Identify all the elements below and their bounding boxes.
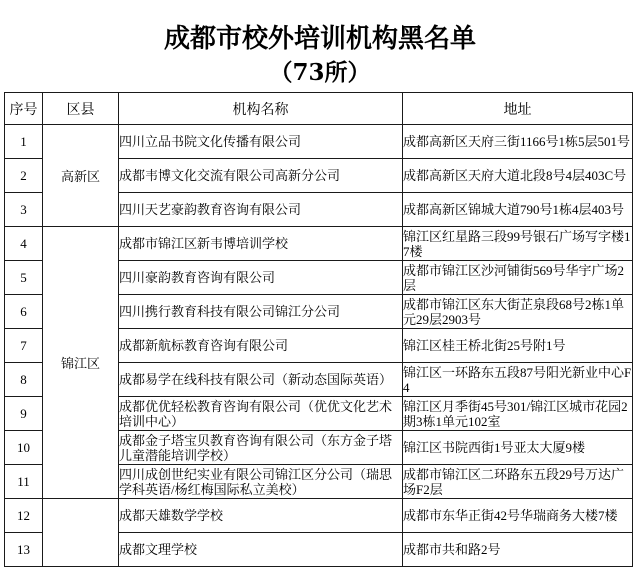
address-text: 成都高新区天府三街1166号1栋5层501号: [403, 134, 631, 149]
address-text: 成都市锦江区沙河铺街569号华宇广场2层: [403, 262, 625, 293]
org-name-text: 成都韦博文化交流有限公司高新分公司: [119, 168, 341, 183]
org-name-text: 成都易学在线科技有限公司（新动态国际英语）: [119, 372, 393, 387]
blacklist-table: [4, 92, 633, 567]
row-number: 8: [5, 363, 43, 397]
address-cell: [403, 465, 633, 499]
org-name-cell: [119, 397, 403, 431]
org-name-text: 四川天艺豪韵教育咨询有限公司: [119, 202, 302, 217]
org-name-text: 四川豪韵教育咨询有限公司: [119, 270, 276, 285]
org-name-cell: [119, 465, 403, 499]
address-text: 锦江区红星路三段99号银石广场写字楼17楼: [403, 228, 631, 259]
document-title: 成都市校外培训机构黑名单: [163, 24, 476, 54]
org-name-cell: [119, 193, 403, 227]
header-serial-number: 序号: [5, 93, 43, 125]
address-text: 锦江区桂王桥北街25号附1号: [403, 338, 566, 353]
address-text: 锦江区月季街45号301/锦江区城市花园2期3栋1单元102室: [403, 398, 628, 429]
address-text: 成都高新区锦城大道790号1栋4层403号: [403, 202, 625, 217]
row-number: 3: [5, 193, 43, 227]
address-text: 成都市锦江区东大街芷泉段68号2栋1单元29层2903号: [403, 296, 625, 327]
org-name-text: 成都市锦江区新韦博培训学校: [119, 236, 289, 251]
row-number: 13: [5, 533, 43, 567]
address-text: 成都市锦江区二环路东五段29号万达广场F2层: [403, 466, 625, 497]
row-number: 6: [5, 295, 43, 329]
org-name-cell: [119, 499, 403, 533]
org-name-cell: [119, 329, 403, 363]
org-name-cell: [119, 125, 403, 159]
org-name-text: 成都文理学校: [119, 542, 198, 557]
table-row: [5, 499, 633, 533]
address-text: 成都市共和路2号: [403, 542, 501, 557]
header-address: 地址: [403, 93, 633, 125]
row-number: 5: [5, 261, 43, 295]
address-cell: [403, 227, 633, 261]
org-name-cell: [119, 227, 403, 261]
row-number: 12: [5, 499, 43, 533]
org-name-text: 成都新航标教育咨询有限公司: [119, 338, 289, 353]
address-text: 锦江区一环路东五段87号阳光新业中心F4: [403, 364, 632, 395]
address-cell: [403, 295, 633, 329]
address-cell: [403, 533, 633, 567]
org-name-cell: [119, 261, 403, 295]
org-name-cell: [119, 431, 403, 465]
address-cell: [403, 193, 633, 227]
org-name-text: 四川立品书院文化传播有限公司: [119, 134, 302, 149]
address-text: 成都市东华正街42号华瑞商务大楼7楼: [403, 508, 618, 523]
row-number: 10: [5, 431, 43, 465]
address-cell: [403, 261, 633, 295]
org-name-cell: [119, 533, 403, 567]
org-name-text: 成都优优轻松教育咨询有限公司（优优文化艺术培训中心）: [119, 398, 393, 429]
header-district: 区县: [43, 93, 119, 125]
table-row: [5, 125, 633, 159]
address-cell: [403, 125, 633, 159]
row-number: 4: [5, 227, 43, 261]
org-name-cell: [119, 159, 403, 193]
row-number: 7: [5, 329, 43, 363]
header-organization-name: 机构名称: [119, 93, 403, 125]
address-cell: [403, 159, 633, 193]
org-name-cell: [119, 363, 403, 397]
org-name-text: 成都金子塔宝贝教育咨询有限公司（东方金子塔儿童潜能培训学校）: [119, 432, 393, 463]
address-cell: [403, 397, 633, 431]
address-cell: [403, 499, 633, 533]
row-number: 2: [5, 159, 43, 193]
org-name-text: 四川成创世纪实业有限公司锦江区分公司（瑞思学科英语/杨红梅国际私立美校）: [119, 466, 393, 497]
org-name-cell: [119, 295, 403, 329]
row-number: 11: [5, 465, 43, 499]
org-name-text: 成都天雄数学学校: [119, 508, 224, 523]
document-subtitle: （73所）: [269, 59, 371, 86]
row-number: 1: [5, 125, 43, 159]
district-cell-jinjiang: 锦江区: [43, 227, 119, 499]
row-number: 9: [5, 397, 43, 431]
org-name-text: 四川携行教育科技有限公司锦江分公司: [119, 304, 341, 319]
address-text: 锦江区书院西街1号亚太大厦9楼: [403, 440, 586, 455]
address-cell: [403, 431, 633, 465]
table-header-row: [5, 93, 633, 125]
address-text: 成都高新区天府大道北段8号4层403C号: [403, 168, 627, 183]
table-row: [5, 227, 633, 261]
district-cell-empty: [43, 499, 119, 567]
address-cell: [403, 363, 633, 397]
address-cell: [403, 329, 633, 363]
district-cell-gaoxin: 高新区: [43, 125, 119, 227]
